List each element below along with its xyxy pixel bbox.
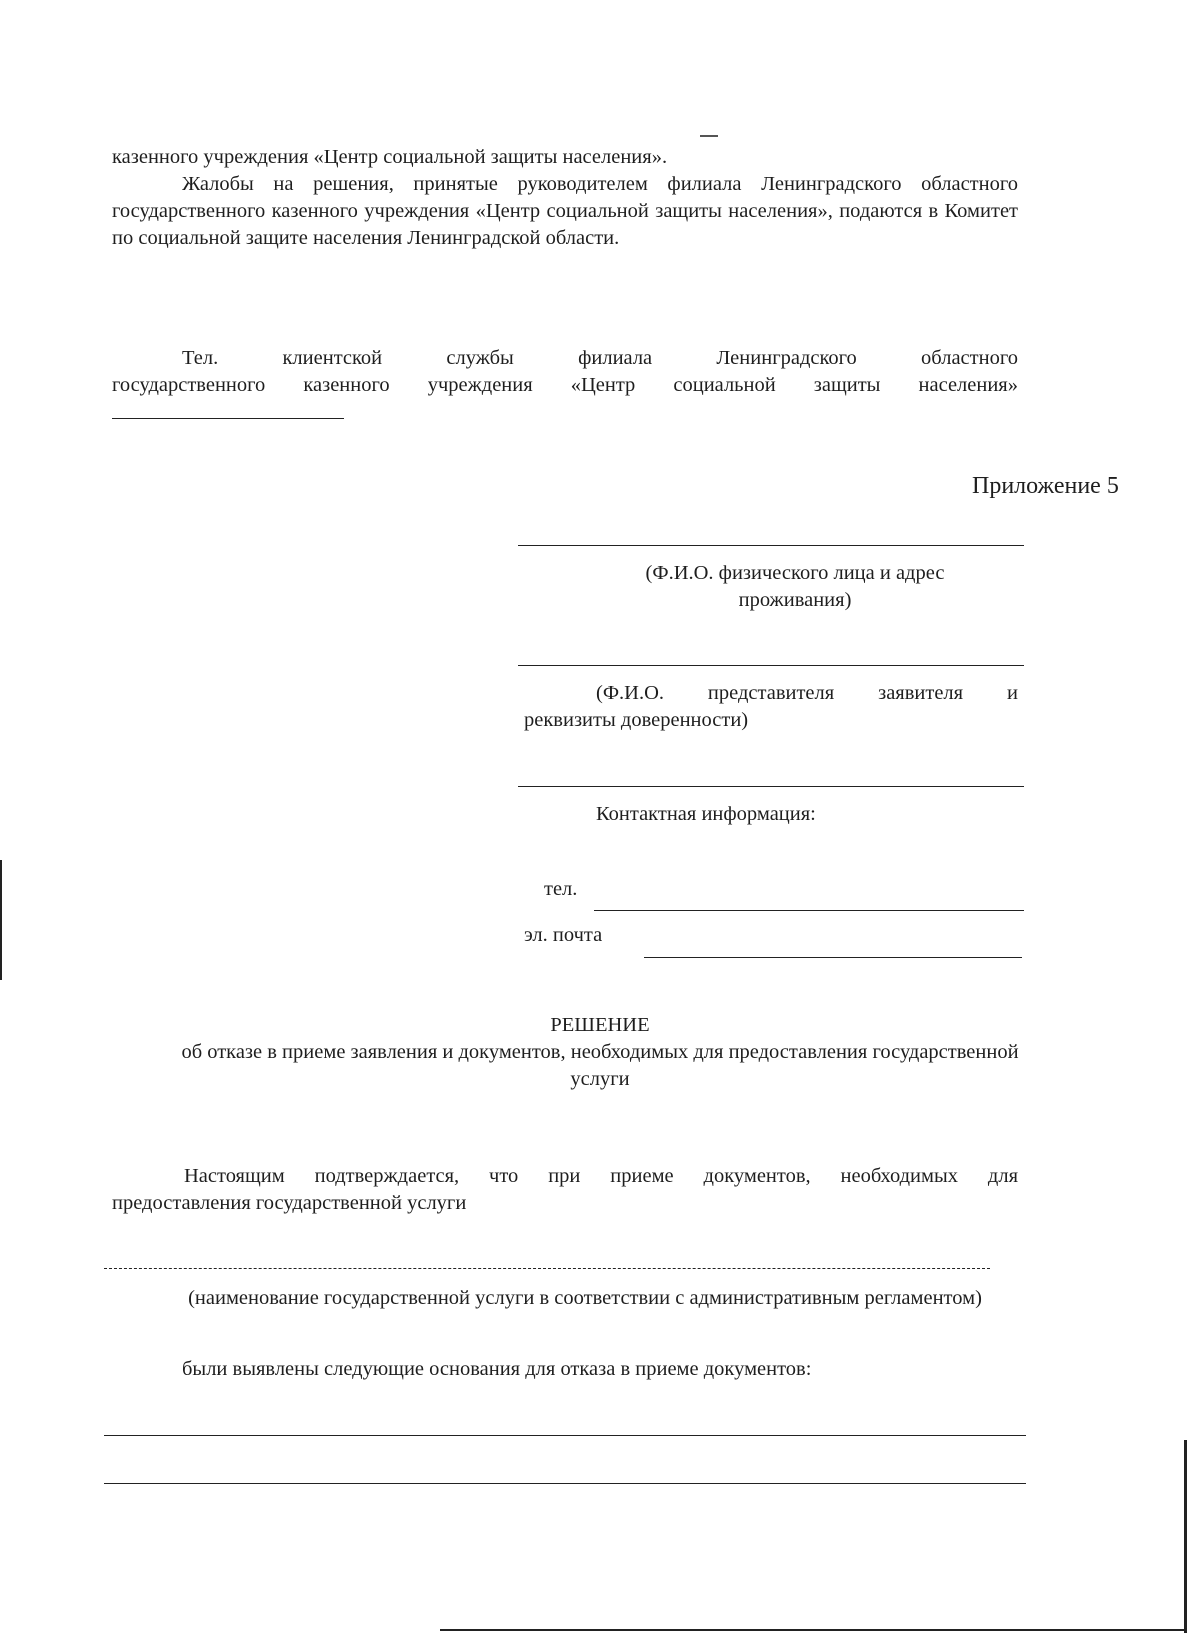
decision-body-line1: Настоящим подтверждается, что при приеме документов, необходимых для bbox=[184, 1165, 1018, 1187]
decision-body-line2: предоставления государственной услуги bbox=[112, 1192, 467, 1214]
scan-edge-left bbox=[0, 860, 2, 980]
phone-paragraph-line2: государственного казенного учреждения «Центр социальной защиты населения» bbox=[112, 374, 1018, 396]
scan-edge-bottom bbox=[440, 1629, 1185, 1631]
grounds-fill-line-1 bbox=[104, 1435, 1026, 1436]
applicant-caption: (Ф.И.О. физического лица и адрес проживания) bbox=[645, 562, 945, 611]
representative-caption-line2: реквизиты доверенности) bbox=[524, 709, 749, 731]
email-label: эл. почта bbox=[524, 924, 603, 946]
grounds-fill-line-2 bbox=[104, 1483, 1026, 1484]
contact-fill-line bbox=[518, 786, 1024, 787]
service-fill-line bbox=[104, 1268, 990, 1269]
applicant-fill-line bbox=[518, 545, 1024, 546]
scan-mark bbox=[700, 135, 718, 137]
representative-caption-line1: (Ф.И.О. представителя заявителя и bbox=[596, 682, 1018, 704]
representative-fill-line bbox=[518, 665, 1024, 666]
decision-subheading: об отказе в приеме заявления и документов, необходимых для предоставления государственной услуги bbox=[181, 1041, 1019, 1090]
grounds-text: были выявлены следующие основания для отказа в приеме документов: bbox=[182, 1358, 812, 1380]
tel-label: тел. bbox=[544, 878, 578, 900]
contact-label: Контактная информация: bbox=[596, 803, 816, 825]
email-fill-line bbox=[644, 957, 1022, 958]
intro-first-line: казенного учреждения «Центр социальной защиты населения». bbox=[112, 146, 668, 168]
phone-paragraph-line1: Тел. клиентской службы филиала Ленинградского областного bbox=[182, 347, 1018, 369]
decision-heading: РЕШЕНИЕ bbox=[550, 1014, 650, 1036]
phone-fill-line bbox=[112, 418, 344, 419]
appendix-title: Приложение 5 bbox=[972, 473, 1119, 499]
scan-edge-right bbox=[1184, 1440, 1187, 1633]
tel-fill-line bbox=[594, 910, 1024, 911]
service-caption: (наименование государственной услуги в соответствии с административным регламентом) bbox=[188, 1287, 982, 1309]
complaint-paragraph: Жалобы на решения, принятые руководителем филиала Ленинградского областного государственного казенного учреждения «Центр социальной защиты населения», подаются в Комитет по социальной защите населения Ленинградской области. bbox=[112, 173, 1018, 249]
